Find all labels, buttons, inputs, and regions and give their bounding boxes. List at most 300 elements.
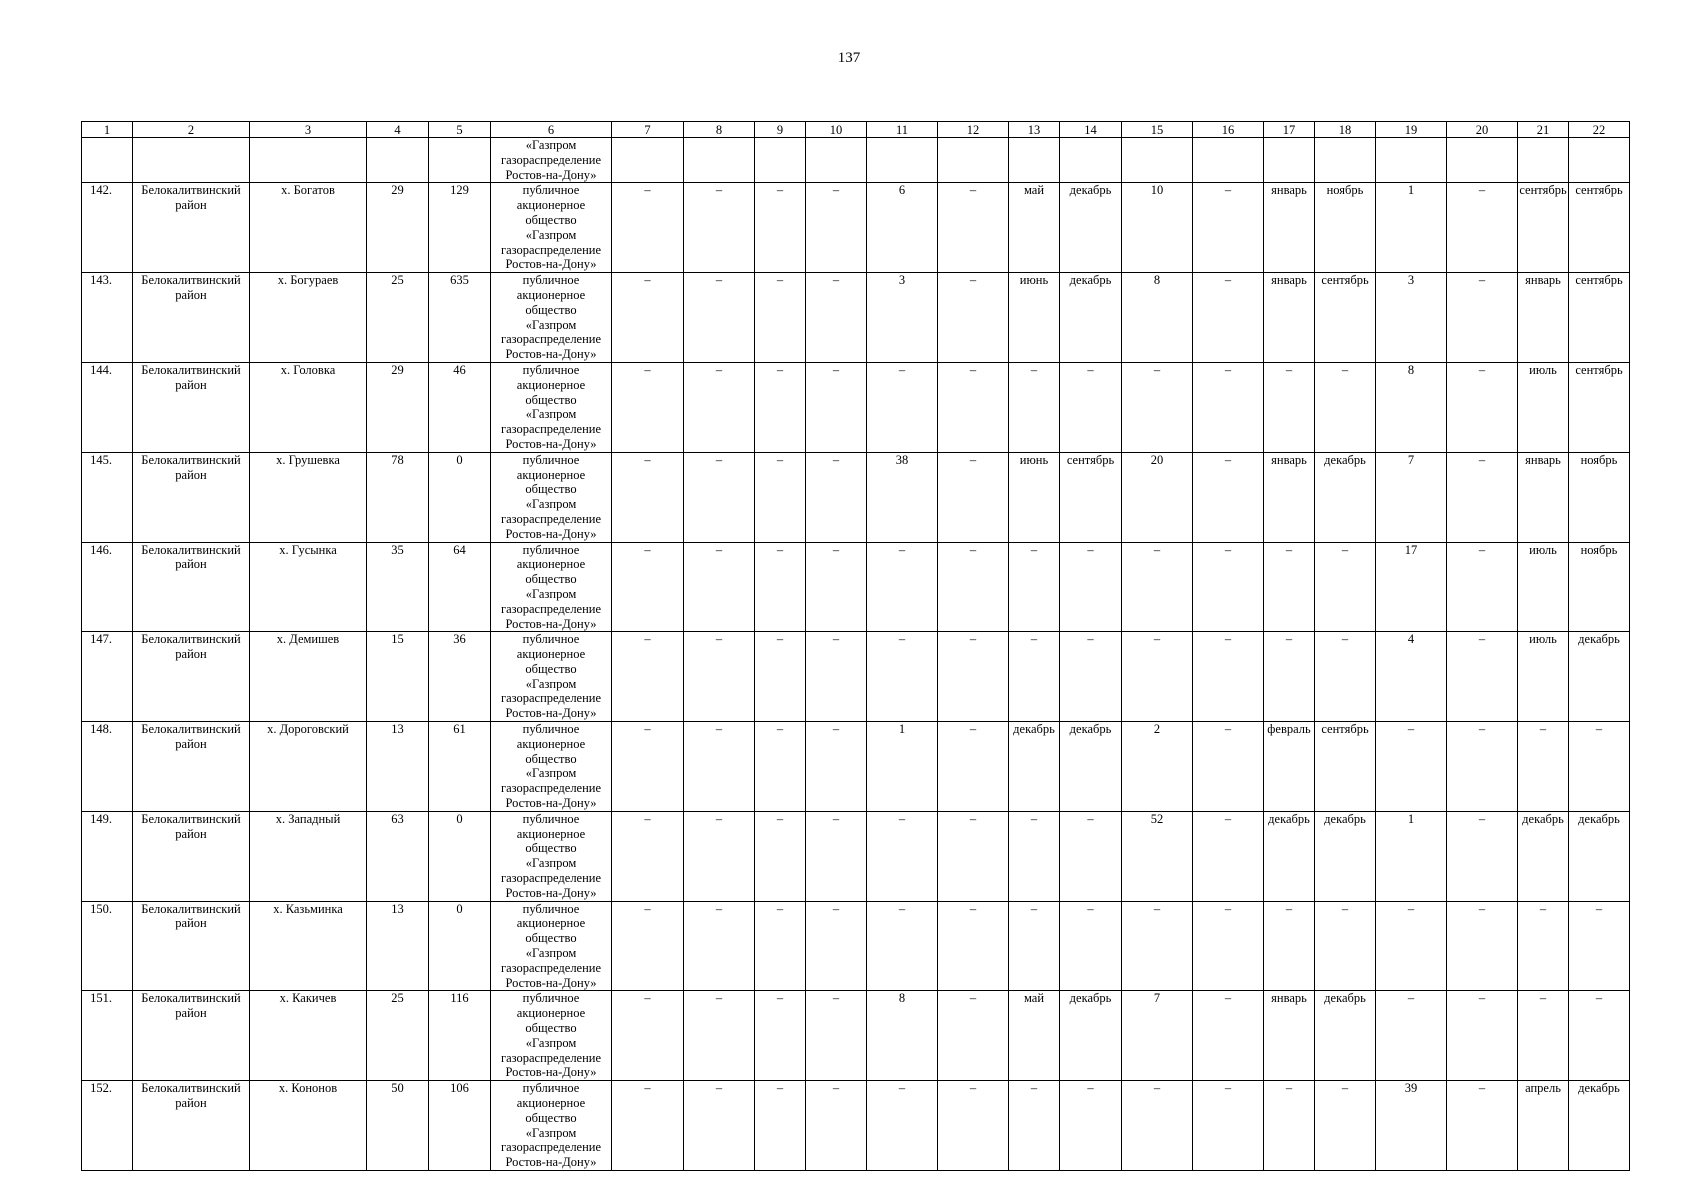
org-line: Ростов-на-Дону» (505, 1155, 597, 1170)
table-cell: – (867, 1081, 938, 1171)
row-number-cell: 151. (82, 991, 133, 1081)
organization-cell (491, 811, 612, 901)
table-row (82, 273, 1630, 363)
table-cell: июнь (1009, 452, 1060, 542)
table-cell: январь (1518, 273, 1569, 363)
table-cell (1193, 138, 1264, 183)
table-cell: – (612, 273, 684, 363)
continuation-org-cell (491, 138, 612, 183)
org-line: «Газпром (525, 1125, 577, 1140)
table-cell: – (806, 991, 867, 1081)
table-cell: – (755, 183, 806, 273)
table-cell: – (1009, 542, 1060, 632)
table-cell: декабрь (1060, 183, 1122, 273)
table-cell: – (1060, 811, 1122, 901)
page-number: 137 (837, 50, 861, 66)
column-number-22: 22 (1569, 122, 1630, 138)
table-cell (133, 138, 250, 183)
table-cell: ноябрь (1315, 183, 1376, 273)
table-cell: – (1518, 722, 1569, 812)
table-cell: 3 (1376, 273, 1447, 363)
table-cell (1315, 138, 1376, 183)
table-cell: 8 (1122, 273, 1193, 363)
row-number-cell: 142. (82, 183, 133, 273)
column-number-14: 14 (1060, 122, 1122, 138)
table-cell (429, 138, 491, 183)
table-cell: – (867, 542, 938, 632)
table-cell: – (806, 901, 867, 991)
table-cell: – (867, 632, 938, 722)
table-cell: декабрь (1569, 632, 1630, 722)
organization-cell (491, 632, 612, 722)
org-line: «Газпром (525, 227, 577, 242)
district-line: район (175, 467, 207, 482)
table-cell: январь (1518, 452, 1569, 542)
row-number-cell: 147. (82, 632, 133, 722)
table-cell: – (684, 632, 755, 722)
org-line: «Газпром (525, 407, 577, 422)
org-line: акционерное (516, 1006, 586, 1021)
table-cell: – (612, 722, 684, 812)
district-line: Белокалитвинский (141, 452, 241, 467)
table-cell: – (1060, 542, 1122, 632)
table-cell: 39 (1376, 1081, 1447, 1171)
org-line: Ростов-на-Дону» (505, 706, 597, 721)
org-line: публичное (522, 1081, 580, 1096)
settlement-cell: х. Какичев (250, 991, 367, 1081)
table-row (82, 722, 1630, 812)
table-cell: февраль (1264, 722, 1315, 812)
table-cell: 0 (429, 811, 491, 901)
org-line: публичное (522, 722, 580, 737)
column-number-5: 5 (429, 122, 491, 138)
table-cell: – (1193, 452, 1264, 542)
table-cell: – (1193, 632, 1264, 722)
continuation-row (82, 138, 1630, 183)
table-cell: – (938, 991, 1009, 1081)
table-cell: – (684, 811, 755, 901)
table-row (82, 1081, 1630, 1171)
table-cell: июнь (1009, 273, 1060, 363)
table-cell (1009, 138, 1060, 183)
table-cell: – (1193, 1081, 1264, 1171)
table-cell: – (684, 273, 755, 363)
org-line: акционерное (516, 287, 586, 302)
table-cell: – (1315, 362, 1376, 452)
table-cell: 1 (867, 722, 938, 812)
table-cell: май (1009, 183, 1060, 273)
org-line: «Газпром (525, 676, 577, 691)
table-cell: – (612, 901, 684, 991)
column-number-18: 18 (1315, 122, 1376, 138)
district-line: район (175, 647, 207, 662)
table-cell: 3 (867, 273, 938, 363)
table-cell: 29 (367, 183, 429, 273)
table-cell (1518, 138, 1569, 183)
district-line: район (175, 287, 207, 302)
org-line: акционерное (516, 647, 586, 662)
table-row (82, 452, 1630, 542)
table-cell: январь (1264, 273, 1315, 363)
table-cell: – (1447, 362, 1518, 452)
district-cell (133, 722, 250, 812)
table-cell (82, 138, 133, 183)
table-cell: 61 (429, 722, 491, 812)
table-cell: декабрь (1569, 1081, 1630, 1171)
table-row (82, 362, 1630, 452)
table-cell: – (1447, 722, 1518, 812)
table-row (82, 632, 1630, 722)
table-cell: – (755, 991, 806, 1081)
table-cell: 46 (429, 362, 491, 452)
table-cell: – (1447, 452, 1518, 542)
table-cell: – (755, 811, 806, 901)
table-cell: – (1315, 901, 1376, 991)
table-cell: – (806, 183, 867, 273)
table-cell: апрель (1518, 1081, 1569, 1171)
table-cell: – (1009, 1081, 1060, 1171)
table-cell: декабрь (1060, 991, 1122, 1081)
org-line: «Газпром (525, 946, 577, 961)
table-cell: 50 (367, 1081, 429, 1171)
table-cell: – (1264, 362, 1315, 452)
org-line: акционерное (516, 826, 586, 841)
table-cell: 106 (429, 1081, 491, 1171)
table-cell: – (1569, 901, 1630, 991)
table-cell: 17 (1376, 542, 1447, 632)
org-line: Ростов-на-Дону» (505, 167, 597, 182)
org-line: Ростов-на-Дону» (505, 796, 597, 811)
district-line: Белокалитвинский (141, 183, 241, 198)
table-cell: декабрь (1060, 273, 1122, 363)
table-cell (367, 138, 429, 183)
table-cell: – (1193, 811, 1264, 901)
table-cell: – (1122, 1081, 1193, 1171)
column-number-15: 15 (1122, 122, 1193, 138)
column-number-17: 17 (1264, 122, 1315, 138)
table-cell: 13 (367, 722, 429, 812)
row-number-cell: 150. (82, 901, 133, 991)
table-cell: – (1315, 1081, 1376, 1171)
table-cell: – (1193, 991, 1264, 1081)
org-line: общество (525, 212, 577, 227)
table-cell: 1 (1376, 183, 1447, 273)
table-row (82, 901, 1630, 991)
table-cell: январь (1264, 183, 1315, 273)
table-cell: сентябрь (1569, 362, 1630, 452)
table-cell: – (1193, 183, 1264, 273)
table-cell: май (1009, 991, 1060, 1081)
org-line: общество (525, 1021, 577, 1036)
table-cell: декабрь (1315, 452, 1376, 542)
organization-cell (491, 991, 612, 1081)
table-cell: – (612, 811, 684, 901)
table-cell: – (806, 811, 867, 901)
table-cell: 15 (367, 632, 429, 722)
org-line: акционерное (516, 467, 586, 482)
table-cell: сентябрь (1315, 273, 1376, 363)
org-line: публичное (522, 991, 580, 1006)
table-cell (1122, 138, 1193, 183)
table-cell (1264, 138, 1315, 183)
table-cell: – (755, 452, 806, 542)
table-cell: – (1264, 1081, 1315, 1171)
settlement-cell: х. Демишев (250, 632, 367, 722)
table-cell: январь (1264, 991, 1315, 1081)
table-cell (755, 138, 806, 183)
org-line: акционерное (516, 557, 586, 572)
table-cell: декабрь (1315, 811, 1376, 901)
org-line: Ростов-на-Дону» (505, 975, 597, 990)
table-cell: – (1264, 632, 1315, 722)
table-cell: 25 (367, 991, 429, 1081)
table-cell: – (612, 1081, 684, 1171)
organization-cell (491, 901, 612, 991)
table-cell: – (1447, 1081, 1518, 1171)
table-cell: – (806, 632, 867, 722)
table-cell: 20 (1122, 452, 1193, 542)
table-cell: 635 (429, 273, 491, 363)
org-line: общество (525, 751, 577, 766)
row-number-cell: 146. (82, 542, 133, 632)
table-cell: – (1518, 991, 1569, 1081)
organization-cell (491, 362, 612, 452)
column-number-13: 13 (1009, 122, 1060, 138)
table-cell: 116 (429, 991, 491, 1081)
district-line: Белокалитвинский (141, 362, 241, 377)
table-cell: – (1193, 722, 1264, 812)
district-cell (133, 632, 250, 722)
table-cell: 63 (367, 811, 429, 901)
table-cell (867, 138, 938, 183)
org-line: «Газпром (525, 586, 577, 601)
table-cell: 35 (367, 542, 429, 632)
table-cell: – (612, 991, 684, 1081)
settlement-cell: х. Богатов (250, 183, 367, 273)
district-cell (133, 901, 250, 991)
table-cell: – (1447, 811, 1518, 901)
column-number-6: 6 (491, 122, 612, 138)
org-line: газораспределение (500, 1050, 602, 1065)
district-line: Белокалитвинский (141, 722, 241, 737)
org-line: общество (525, 572, 577, 587)
table-cell: – (755, 542, 806, 632)
table-cell: – (1376, 991, 1447, 1081)
table-cell: – (938, 273, 1009, 363)
table-cell: – (1447, 542, 1518, 632)
table-cell: – (1009, 811, 1060, 901)
org-line: Ростов-на-Дону» (505, 616, 597, 631)
table-cell: – (1122, 542, 1193, 632)
table-cell: – (612, 362, 684, 452)
column-number-19: 19 (1376, 122, 1447, 138)
column-number-8: 8 (684, 122, 755, 138)
table-cell (1060, 138, 1122, 183)
org-line: газораспределение (500, 242, 602, 257)
org-line: Ростов-на-Дону» (505, 526, 597, 541)
table-cell: 2 (1122, 722, 1193, 812)
table-cell: 4 (1376, 632, 1447, 722)
row-number-cell: 152. (82, 1081, 133, 1171)
org-line: «Газпром (525, 856, 577, 871)
table-cell: 10 (1122, 183, 1193, 273)
org-line: публичное (522, 183, 580, 198)
org-line: общество (525, 1110, 577, 1125)
org-line: публичное (522, 811, 580, 826)
table-cell: – (1122, 901, 1193, 991)
table-cell: – (684, 991, 755, 1081)
table-cell: – (1315, 542, 1376, 632)
row-number-cell: 149. (82, 811, 133, 901)
table-cell: – (938, 1081, 1009, 1171)
table-cell: ноябрь (1569, 452, 1630, 542)
table-cell: декабрь (1009, 722, 1060, 812)
table-cell: 1 (1376, 811, 1447, 901)
district-line: Белокалитвинский (141, 542, 241, 557)
org-line: Ростов-на-Дону» (505, 347, 597, 362)
row-number-cell: 148. (82, 722, 133, 812)
district-line: Белокалитвинский (141, 632, 241, 647)
settlement-cell: х. Кононов (250, 1081, 367, 1171)
org-line: газораспределение (500, 152, 602, 167)
row-number-cell: 144. (82, 362, 133, 452)
table-cell: – (938, 632, 1009, 722)
org-line: публичное (522, 452, 580, 467)
table-cell: июль (1518, 632, 1569, 722)
table-cell: – (755, 362, 806, 452)
settlement-cell: х. Грушевка (250, 452, 367, 542)
org-line: акционерное (516, 1096, 586, 1110)
table-cell: – (1447, 991, 1518, 1081)
table-cell: 25 (367, 273, 429, 363)
table-cell: 13 (367, 901, 429, 991)
table-cell: – (1569, 991, 1630, 1081)
table-cell: – (1447, 632, 1518, 722)
table-cell: – (1315, 632, 1376, 722)
district-line: район (175, 557, 207, 572)
table-cell: июль (1518, 362, 1569, 452)
org-line: публичное (522, 273, 580, 288)
table-cell: – (806, 362, 867, 452)
district-line: Белокалитвинский (141, 901, 241, 916)
org-line: «Газпром (525, 138, 577, 152)
table-cell: сентябрь (1060, 452, 1122, 542)
table-row (82, 811, 1630, 901)
table-cell (806, 138, 867, 183)
table-cell: – (938, 722, 1009, 812)
table-cell: – (806, 542, 867, 632)
table-cell: 7 (1122, 991, 1193, 1081)
table-cell: – (684, 1081, 755, 1171)
table-cell: 0 (429, 452, 491, 542)
table-row (82, 542, 1630, 632)
org-line: «Газпром (525, 1035, 577, 1050)
table-cell: – (1193, 542, 1264, 632)
table-cell: – (1060, 901, 1122, 991)
org-line: газораспределение (500, 960, 602, 975)
table-cell: – (938, 362, 1009, 452)
org-line: газораспределение (500, 422, 602, 437)
column-number-16: 16 (1193, 122, 1264, 138)
column-number-21: 21 (1518, 122, 1569, 138)
district-line: Белокалитвинский (141, 991, 241, 1006)
settlement-cell: х. Дороговский (250, 722, 367, 812)
table-cell: сентябрь (1569, 183, 1630, 273)
table-cell: – (684, 362, 755, 452)
table-cell: – (1009, 632, 1060, 722)
organization-cell (491, 273, 612, 363)
table-cell: декабрь (1518, 811, 1569, 901)
table-cell: – (755, 722, 806, 812)
table-cell: – (1060, 362, 1122, 452)
org-line: публичное (522, 362, 580, 377)
table-cell: – (806, 722, 867, 812)
district-line: Белокалитвинский (141, 811, 241, 826)
table-cell: 29 (367, 362, 429, 452)
table-cell: декабрь (1264, 811, 1315, 901)
table-cell: – (755, 901, 806, 991)
table-cell: сентябрь (1518, 183, 1569, 273)
table-cell: – (938, 542, 1009, 632)
table-cell: – (806, 273, 867, 363)
table-cell: – (806, 1081, 867, 1171)
table-cell: – (684, 183, 755, 273)
table-cell: – (684, 722, 755, 812)
settlement-cell: х. Гусынка (250, 542, 367, 632)
column-number-20: 20 (1447, 122, 1518, 138)
org-line: общество (525, 482, 577, 497)
district-cell (133, 542, 250, 632)
table-cell: сентябрь (1315, 722, 1376, 812)
row-number-cell: 145. (82, 452, 133, 542)
column-number-2: 2 (133, 122, 250, 138)
district-line: район (175, 826, 207, 841)
table-cell: – (1447, 183, 1518, 273)
table-cell: ноябрь (1569, 542, 1630, 632)
table-cell: – (1193, 273, 1264, 363)
table-cell (1376, 138, 1447, 183)
column-number-4: 4 (367, 122, 429, 138)
table-cell: 38 (867, 452, 938, 542)
table-cell: – (1009, 901, 1060, 991)
organization-cell (491, 542, 612, 632)
table-cell: – (938, 183, 1009, 273)
column-number-1: 1 (82, 122, 133, 138)
district-cell (133, 273, 250, 363)
table-cell: декабрь (1060, 722, 1122, 812)
table-cell: – (755, 632, 806, 722)
table-cell: – (755, 1081, 806, 1171)
table-cell: 129 (429, 183, 491, 273)
table-cell: – (1447, 273, 1518, 363)
table-row (82, 991, 1630, 1081)
organization-cell (491, 722, 612, 812)
org-line: публичное (522, 901, 580, 916)
table-cell: – (1264, 542, 1315, 632)
table-cell: 78 (367, 452, 429, 542)
table-cell (250, 138, 367, 183)
org-line: газораспределение (500, 691, 602, 706)
table-cell: – (867, 362, 938, 452)
district-line: район (175, 1096, 207, 1110)
table-cell: 64 (429, 542, 491, 632)
table-cell: – (1193, 901, 1264, 991)
table-cell: 8 (867, 991, 938, 1081)
table-cell: – (1264, 901, 1315, 991)
org-line: газораспределение (500, 871, 602, 886)
org-line: «Газпром (525, 766, 577, 781)
settlement-cell: х. Казьминка (250, 901, 367, 991)
